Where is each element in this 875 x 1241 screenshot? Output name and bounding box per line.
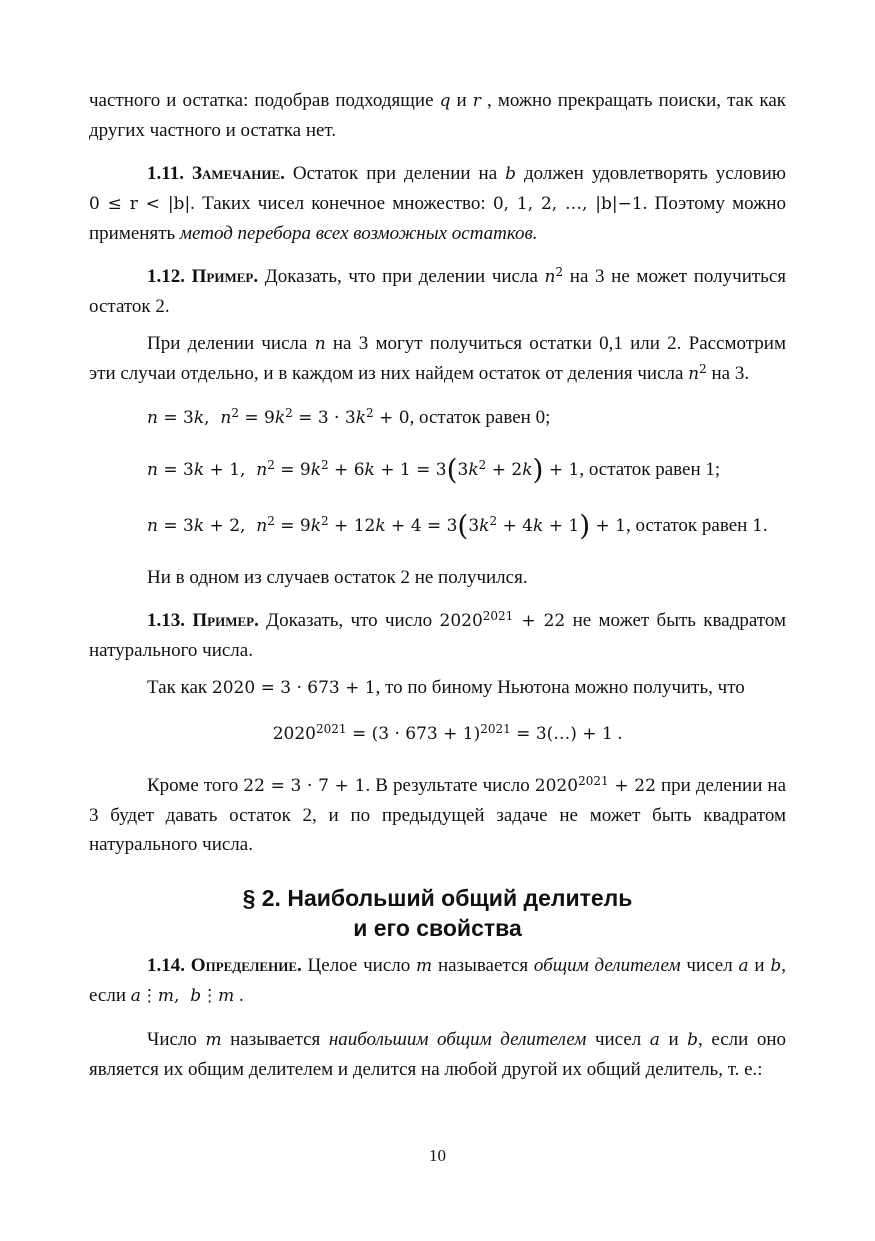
remark-1-11: 1.11. Замечание. Остаток при делении на b должен удовлетворять условию 0 ≤ r < |b|. Таких чисел конечное множество: 0, 1, 2, …, |b|−1. Поэтому можно применять метод перебора всех возможных остатков. (89, 163, 786, 244)
remainder-set: 0, 1, 2, …, |b|−1 (492, 194, 643, 214)
example-1-13-solution: Так как 2020 = 3 · 673 + 1, то по биному Ньютона можно получить, что (147, 677, 745, 698)
example-1-13-conclusion: Кроме того 22 = 3 · 7 + 1. В результате число $2020^{2021} + 22$ при делении на 3 будет давать остаток 2, и по предыдущей задаче не может быть квадратом натурального числа. (89, 774, 787, 855)
example-1-12: 1.12. Пример. Доказать, что при делении числа $n^2$ на 3 не может получиться остаток 2. (89, 265, 786, 317)
definition-1-14: 1.14. Определение. Целое число m называется общим делителем чисел a и b, если a⋮m, b⋮m . (89, 955, 786, 1006)
page-number: 10 (429, 1146, 446, 1165)
method-term: метод перебора всех возможных остатков. (179, 223, 538, 244)
example-1-12-conclusion: Ни в одном из случаев остаток 2 не получился. (147, 567, 528, 588)
binomial-formula: $2020^{2021} = (3 \cdot 673 + 1)^{2021}$ = 3(…) + 1 . (272, 722, 623, 744)
example-1-12-solution: При делении числа n на 3 могут получиться остатки 0,1 или 2. Рассмотрим эти случаи отдельно, и в каждом из них найдем остаток от деления числа $n^2$ на 3. (89, 333, 786, 384)
remainder-condition: 0 ≤ r < |b| (89, 194, 191, 214)
case-1-formula: n = 3k, $n^2 = 9k^2 = 3 \cdot 3k^2 + 0$, остаток равен 0; (147, 406, 551, 428)
intro-paragraph: частного и остатка: подобрав подходящие q и r , можно прекращать поиски, так как других частного и остатка нет. (89, 90, 786, 141)
section-title: § 2. Наибольший общий делитель и его свойства (242, 885, 633, 941)
example-1-13: 1.13. Пример. Доказать, что число $2020^{2021} + 22$ не может быть квадратом натурального числа. (89, 609, 787, 661)
gcd-definition: Число m называется наибольшим общим делителем чисел a и b, если оно является их общим делителем и делится на любой другой их общий делитель, т. е.: (89, 1029, 787, 1080)
case-2-formula: n = 3k + 1, $n^2 = 9k^2 + 6k + 1 = 3(3k^2 + 2k) + 1$, остаток равен 1; (147, 453, 721, 486)
page-body (89, 86, 786, 1084)
case-3-formula: n = 3k + 2, $n^2 = 9k^2 + 12k + 4 = 3(3k^2 + 4k + 1) + 1$, остаток равен 1. (147, 509, 768, 542)
